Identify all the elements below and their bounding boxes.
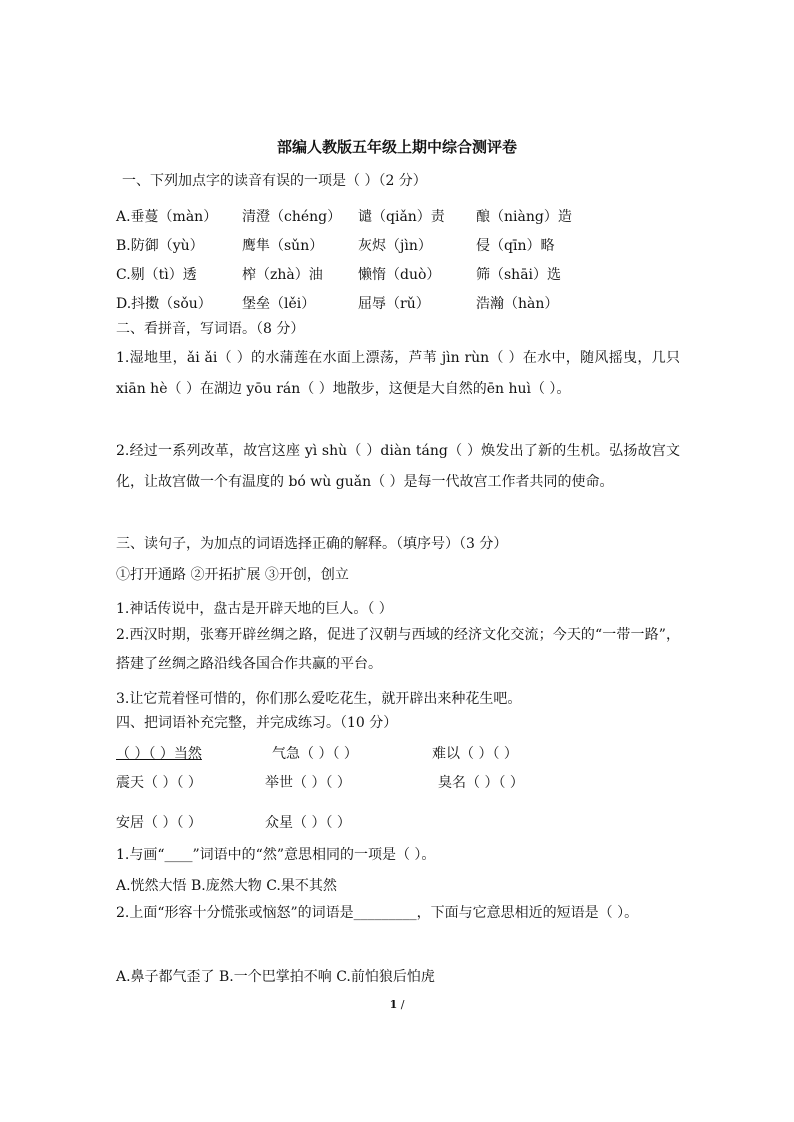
q1-b1: B.防御（yù） [116,238,204,254]
q4-heading: 四、把词语补充完整，并完成练习。（10 分） [116,715,398,731]
q4-r2-c1: 震天（ ）（ ） [116,775,202,791]
q4-r1-c2: 气急（ ）（ ） [272,746,358,762]
q4-r3-c1: 安居（ ）（ ） [116,815,202,831]
q4-r1-c1: （ ）（ ）当然 [116,746,202,762]
q2-heading: 二、看拼音，写词语。（8 分） [116,321,305,337]
q4-r2-c3: 臭名（ ）（ ） [438,775,524,791]
q1-a3: 谴（qiǎn）责 [358,209,445,225]
q3-sentence-2: 2.西汉时期，张骞开辟丝绸之路，促进了汉朝与西域的经济文化交流；今天的“一带一路”，搭建了丝绸之路沿线各国合作共赢的平台。 [116,627,680,672]
page-footer [0,998,794,1011]
q1-c4: 筛（shāi）选 [476,267,562,283]
q1-d3: 屈辱（rǔ） [358,296,430,312]
q4-r2-c2: 举世（ ）（ ） [265,775,351,791]
q4-sub-question-1-options: A.恍然大悟 B.庞然大物 C.果不其然 [116,878,337,894]
q1-d4: 浩瀚（hàn） [476,296,559,312]
q1-a2: 清澄（chéng） [242,209,342,225]
q1-b4: 侵（qīn）略 [476,238,555,254]
q4-sub-question-1: 1.与画“____”词语中的“然”意思相同的一项是（ ）。 [116,847,436,863]
q1-c2: 榨（zhà）油 [242,267,323,283]
q3-heading: 三、读句子，为加点的词语选择正确的解释。（填序号）（3 分） [116,536,508,552]
q1-c3: 懒惰（duò） [358,267,441,283]
q3-sentence-1: 1.神话传说中，盘古是开辟天地的巨人。（ ） [116,601,393,617]
exam-title: 部编人教版五年级上期中综合测评卷 [276,138,517,156]
q1-b3: 灰烬（jìn） [358,238,432,254]
q3-options: ①打开通路 ②开拓扩展 ③开创，创立 [116,567,349,583]
q1-d2: 堡垒（lěi） [242,296,316,312]
q1-b2: 鹰隼（sǔn） [242,238,324,254]
q1-a4: 酿（niàng）造 [476,209,572,225]
q1-d1: D.抖擞（sǒu） [116,296,212,312]
q2-paragraph-1: 1.湿地里，ǎi ǎi（ ）的水蒲莲在水面上漂荡，芦苇 jìn rùn（ ）在水中，随风摇曳，几只 xiān hè（ ）在湖边 yōu rán（ ）地散步，这便是大自然的ēn huì（ ）。 [116,350,680,397]
q4-r3-c2: 众星（ ）（ ） [265,815,351,831]
page-number: 1 [389,998,398,1011]
page-separator: / [397,998,405,1011]
q1-a1: A.垂蔓（màn） [116,209,218,225]
q2-paragraph-2: 2.经过一系列改革，故宫这座 yì shù（ ）diàn táng（ ）焕发出了新的生机。弘扬故宫文化，让故宫做一个有温度的 bó wù guǎn（ ）是每一代故宫工作者共同的使命。 [116,443,680,490]
q1-c1: C.剔（tì）透 [116,267,197,283]
q3-sentence-3: 3.让它荒着怪可惜的，你们那么爱吃花生，就开辟出来种花生吧。 [116,691,522,707]
q4-r1-c3: 难以（ ）（ ） [432,746,518,762]
q4-sub-question-2: 2.上面“形容十分慌张或恼怒”的词语是_________，下面与它意思相近的短语是（ ）。 [116,905,639,921]
q1-heading: 一、下列加点字的读音有误的一项是（ ）（2 分） [122,173,427,189]
q4-sub-question-2-options: A.鼻子都气歪了 B.一个巴掌拍不响 C.前怕狼后怕虎 [116,969,435,985]
